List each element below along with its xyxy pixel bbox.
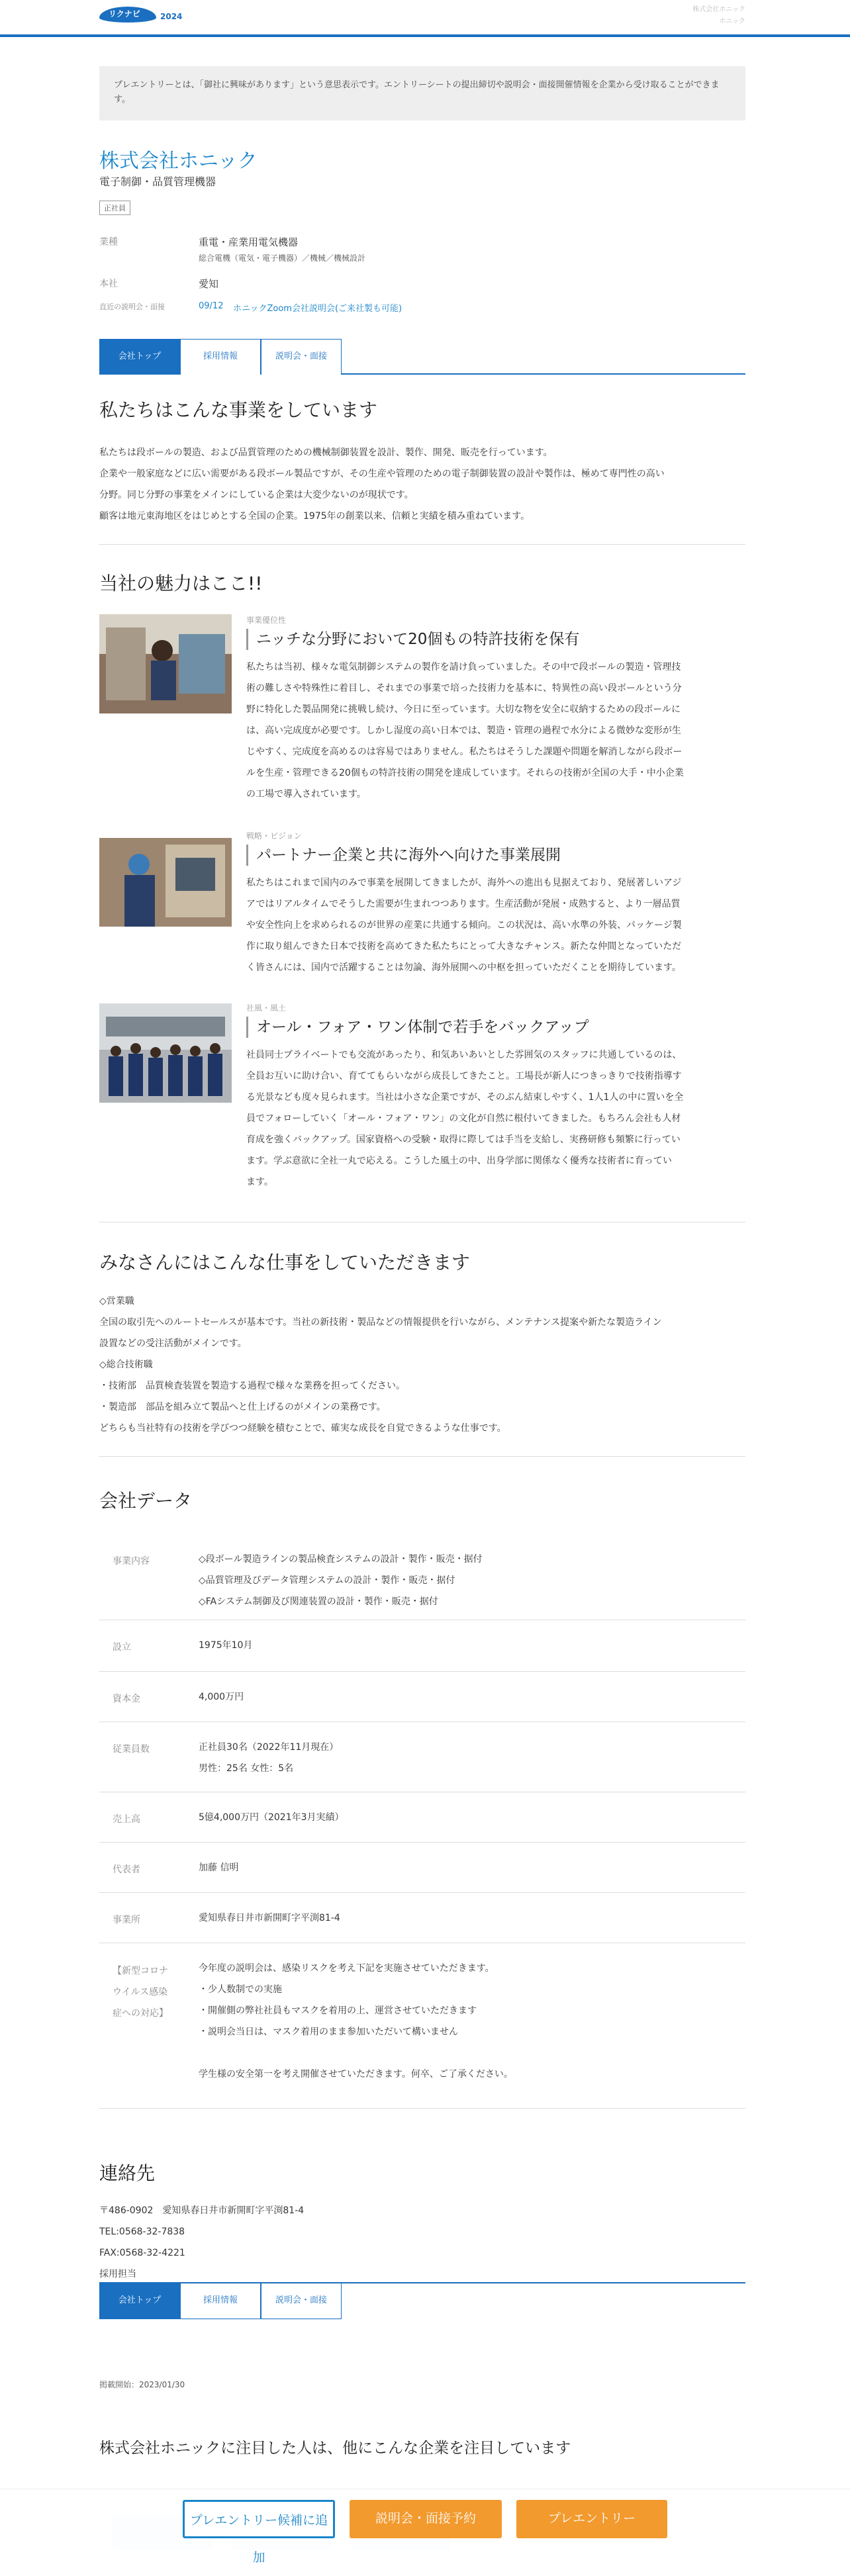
work-heading: みなさんにはこんな仕事をしていただきます [99, 1252, 471, 1273]
appeal-category: 事業優位性 [246, 616, 287, 625]
data-line: 4,000万円 [199, 1692, 244, 1702]
data-label: 代表者 [113, 1864, 140, 1875]
data-row-capital [99, 1672, 745, 1722]
data-row-ceo [99, 1843, 745, 1893]
business-heading: 私たちはこんな事業をしています [99, 399, 378, 421]
appeal-line: じやすく、完成度を高めるのは容易ではありません。私たちはそうした課題や問題を解消しながら段ボー [246, 747, 683, 757]
event-date[interactable]: 09/12 [199, 301, 224, 311]
appeal-line: の工場で導入されています。 [246, 789, 366, 800]
appeal-body [246, 872, 745, 978]
appeal-line: 術の難しさや特殊性に着目し、それまでの事業で培った技術力を基本に、特異性の高い段ボールという分 [246, 683, 682, 694]
hq-value: 愛知 [199, 278, 219, 290]
tab-recruit-info[interactable]: 採用情報 [180, 339, 261, 375]
work-text [99, 1291, 745, 1439]
appeal-heading: 当社の魅力はここ!! [99, 573, 263, 594]
data-line: ◇FAシステム制御及び関連装置の設計・製作・販売・据付 [199, 1596, 438, 1607]
work-line: 全国の取引先へのルートセールスが基本です。当社の新技術・製品などの情報提供を行いながら、メンテナンス提案や新たな製造ライン [99, 1317, 662, 1328]
company-name: 株式会社ホニック [99, 150, 258, 173]
data-line: 1975年10月 [199, 1640, 253, 1651]
company-tabs [99, 339, 745, 375]
appeal-line: る光景なども度々見られます。当社は小さな企業ですが、そのぶん結束しやすく、1人1人の中に置いを全 [246, 1092, 684, 1103]
appeal-line: 作に取り組んできた日本で技術を高めてきた私たちにとって大きなチャンス。新たな仲間となっていただ [246, 941, 682, 952]
data-row-founded [99, 1620, 745, 1672]
data-line: 加藤 信明 [199, 1863, 239, 1873]
appeal-line: ルを生産・管理できる20個もの特許技術の開発を達成しています。それらの技術が全国の大手・中小企業 [246, 768, 684, 778]
data-row-covid [99, 1943, 745, 2109]
appeal-line: く皆さんには、国内で活躍することは勿論、海外展開への中枢を担っていただくことを期待しています。 [246, 962, 681, 973]
industry-value: 重電・産業用電気機器 [199, 236, 299, 248]
tab-recruit-info[interactable]: 採用情報 [180, 2283, 261, 2319]
add-candidate-button[interactable]: プレエントリー候補に追加 [183, 2500, 335, 2538]
data-value [199, 1857, 238, 1878]
site-header [0, 0, 850, 37]
hq-label: 本社 [99, 279, 118, 289]
tab-events[interactable]: 説明会・面接 [261, 2283, 342, 2319]
appeal-line: 私たちは当初、様々な電気制御システムの製作を請け負っていました。その中で段ボールの製造・管理技 [246, 662, 681, 672]
appeal-title: ニッチな分野において20個もの特許技術を保有 [246, 629, 579, 650]
work-line: ・技術部 品質検査装置を製造する過程で様々な業務を担ってください。 [99, 1381, 405, 1391]
event-label: 直近の説明会・面接 [99, 302, 165, 311]
business-line: 私たちは段ボールの製造、および品質管理のための機械制御装置を設計、製作、開発、販売を行っています。 [99, 447, 553, 458]
data-label: 事業所 [113, 1915, 140, 1925]
appeal-line: 野に特化した製品開発に挑戦し続け、今日に至っています。大切な物を安全に収納するための段ボールに [246, 704, 681, 715]
data-label [113, 1960, 168, 2024]
business-line: 顧客は地元東海地区をはじめとする全国の企業。1975年の創業以来、信頼と実績を積み重ねています。 [99, 511, 530, 522]
data-row-employees [99, 1722, 745, 1792]
data-value [199, 1958, 513, 2085]
appeal-line: 私たちはこれまで国内のみで事業を展開してきましたが、海外への進出も見据えており、発展著しいアジ [246, 878, 682, 888]
company-subtitle: 電子制御・品質管理機器 [99, 175, 216, 188]
business-line: 分野。同じ分野の事業をメインにしている企業は大変少ないのが現状です。 [99, 490, 414, 500]
appeal-line: ます。学ぶ意欲に全社一丸で応える。こうした風土の中、出身学部に関係なく優秀な技術者に育ってい [246, 1156, 672, 1166]
appeal-item [99, 830, 745, 976]
data-label: 従業員数 [113, 1744, 150, 1755]
appeal-category: 戦略・ビジョン [246, 831, 302, 841]
data-value [199, 1908, 340, 1929]
company-tabs-bottom [99, 2283, 745, 2319]
sticky-action-bar [0, 2489, 850, 2565]
data-line: ◇品質管理及びデータ管理システムの設計・製作・販売・据付 [199, 1575, 455, 1586]
tab-events[interactable]: 説明会・面接 [261, 339, 342, 375]
tab-company-top[interactable]: 会社トップ [99, 2283, 180, 2319]
data-value [199, 1737, 338, 1779]
work-line: 設置などの受注活動がメインです。 [99, 1338, 247, 1349]
data-label-line: 【新型コロナ [113, 1966, 168, 1976]
appeal-line: 育成を強くバックアップ。国家資格への受験・取得に際しては手当を支給し、実務研修も頻繁に行ってい [246, 1134, 681, 1145]
hq-row [99, 277, 745, 293]
appeal-line: 全員お互いに助け合い、育ててもらいながら成長してきたこと。工場長が新人につきっきりで技術指導す [246, 1071, 682, 1081]
appeal-title: オール・フォア・ワン体制で若手をバックアップ [246, 1017, 589, 1038]
factory-worker-photo [99, 614, 232, 713]
appeal-line: 社員同士プライベートでも交流があったり、和気あいあいとした雰囲気のスタッフに共通しているのは、 [246, 1050, 682, 1060]
work-line: ・製造部 部品を組み立て製品へと仕上げるのがメインの業務です。 [99, 1402, 386, 1412]
related-heading: 株式会社ホニックに注目した人は、他にこんな企業を注目しています [99, 2440, 571, 2457]
data-row-office [99, 1893, 745, 1943]
contact-info [99, 2200, 745, 2285]
data-line: 男性：25名 女性：5名 [199, 1763, 294, 1774]
appeal-line: アではリアルタイムでそうした需要が生まれつつあります。生産活動が発展・成熟すると、より一層品質 [246, 899, 681, 909]
work-line: ◇総合技術職 [99, 1359, 153, 1370]
divider [99, 544, 745, 545]
appeal-line: 員でフォローしていく「オール・フォア・ワン」の文化が自然に根付いてきました。もちろん会社も人材 [246, 1113, 681, 1124]
appeal-line: や安全性向上を求められるのが世界の産業に共通する傾向。この状況は、高い水準の外装、パッケージ製 [246, 920, 682, 931]
appeal-category: 社風・風土 [246, 1003, 287, 1013]
data-label: 事業内容 [113, 1556, 150, 1567]
data-line: ・少人数制での実施 [199, 1984, 282, 1995]
data-line: ・開催側の弊社社員もマスクを着用の上、運営させていただきます [199, 2005, 477, 2016]
appeal-title: パートナー企業と共に海外へ向けた事業展開 [246, 845, 561, 866]
company-data-table [99, 1534, 745, 2196]
posted-date: 掲載開始：2023/01/30 [99, 2380, 185, 2389]
data-line: ◇段ボール製造ラインの製品検査システムの設計・製作・販売・据付 [199, 1554, 483, 1565]
divider [99, 1456, 745, 1457]
contact-fax: FAX:0568-32-4221 [99, 2248, 185, 2258]
appeal-line: は、高い完成度が必要です。しかし湿度の高い日本では、製造・管理の過程で水分による微妙な変形が生 [246, 725, 681, 736]
data-line: 学生様の安全第一を考え開催させていただきます。何卒、ご了承ください。 [199, 2069, 513, 2080]
contact-person: 採用担当 [99, 2269, 136, 2279]
data-value [199, 1807, 344, 1828]
business-line: 企業や一般家庭などに広い需要がある段ボール製品ですが、その生産や管理のための電子制御装置の設計や製作は、極めて専門性の高い [99, 469, 665, 479]
data-label-line: 症への対応】 [113, 2008, 168, 2019]
contact-tel: TEL:0568-32-7838 [99, 2227, 185, 2237]
pre-entry-notice: プレエントリーとは、「御社に興味があります」という意思表示です。エントリーシートの提出締切や説明会・面接開催情報を企業から受け取ることができます。 [99, 66, 745, 120]
data-line: 愛知県春日井市新開町字平渕81-4 [199, 1913, 340, 1923]
work-line: どちらも当社特有の技術を学びつつ経験を積むことで、確実な成長を自覚できるような仕事です。 [99, 1423, 506, 1434]
data-line: 今年度の説明会は、感染リスクを考え下記を実施させていただきます。 [199, 1963, 495, 1974]
header-company-short[interactable]: ホニック [719, 18, 745, 25]
data-label-line: ウイルス感染 [113, 1987, 168, 1998]
company-data-heading: 会社データ [99, 1490, 193, 1512]
data-value [199, 1635, 252, 1656]
tab-company-top[interactable]: 会社トップ [99, 339, 180, 375]
engineer-panel-photo [99, 838, 232, 927]
site-logo[interactable] [99, 4, 199, 24]
event-reserve-button[interactable]: 説明会・面接予約 [350, 2500, 502, 2538]
data-value [199, 1549, 483, 1612]
header-company-name[interactable]: 株式会社ホニック [692, 6, 745, 13]
appeal-item [99, 1002, 745, 1201]
business-text [99, 442, 745, 527]
employment-type-badge: 正社員 [99, 201, 130, 215]
logo-year: 2024 [160, 12, 183, 21]
appeal-body [246, 657, 745, 805]
data-label: 売上高 [113, 1814, 140, 1825]
data-spacer [199, 2043, 513, 2064]
contact-heading: 連絡先 [99, 2162, 156, 2184]
industry-label: 業種 [99, 237, 118, 248]
data-line: ・説明会当日は、マスク着用のまま参加いただいて構いません [199, 2027, 458, 2037]
data-row-business [99, 1534, 745, 1620]
industry-sub: 総合電機（電気・電子機器）／機械／機械設計 [199, 253, 366, 263]
event-title-link[interactable]: ホニックZoom会社説明会(ご来社製も可能) [233, 304, 402, 314]
appeal-item [99, 614, 745, 813]
data-label: 資本金 [113, 1694, 140, 1704]
data-line: 5億4,000万円（2021年3月実績） [199, 1812, 344, 1823]
appeal-line: ます。 [246, 1177, 273, 1187]
logo-text: リクナビ [109, 9, 140, 19]
appeal-body [246, 1044, 745, 1193]
data-label: 設立 [113, 1642, 131, 1653]
data-row-sales [99, 1792, 745, 1843]
data-line: 正社員30名（2022年11月現在） [199, 1742, 339, 1753]
industry-row [99, 235, 745, 268]
event-row [99, 301, 745, 317]
contact-address: 〒486-0902 愛知県春日井市新開町字平渕81-4 [99, 2205, 305, 2216]
team-group-photo [99, 1003, 232, 1103]
work-line: ◇営業職 [99, 1296, 134, 1307]
data-value [199, 1686, 244, 1708]
pre-entry-button[interactable]: プレエントリー [516, 2500, 667, 2538]
header-company-links [692, 4, 745, 28]
